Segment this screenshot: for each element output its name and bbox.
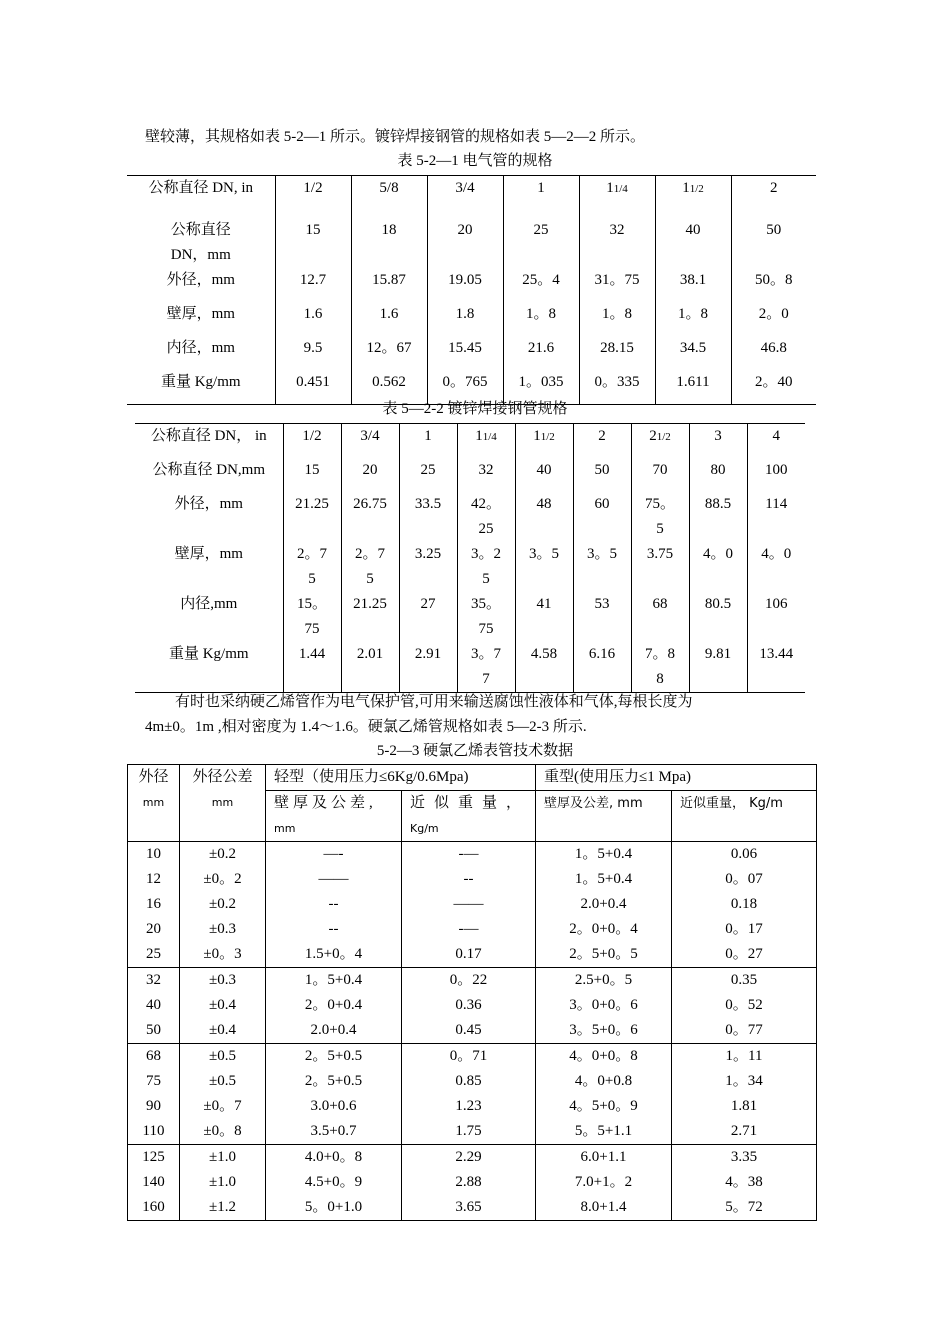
t2-cell: 21.25 [341,592,399,642]
t2-cell: 41 [515,592,573,642]
t3-cell: 2。5+0.5 [266,1044,402,1070]
header-heavy-weight: 近似重量， Kg/m [672,791,817,842]
header-heavy-wall: 壁厚及公差, mm [536,791,672,842]
t3-cell: 2.0+0.4 [266,1018,402,1044]
t2-row [135,458,805,492]
t3-row [128,942,817,968]
t2-cell: 26.75 [341,492,399,542]
t1-row [127,210,816,268]
t3-row [128,1145,817,1171]
header-tolerance: 外径公差 mm [180,765,266,842]
t1-cell: 11/2 [655,176,731,211]
t1-cell: 40 [655,210,731,268]
t3-cell: 2.5+0。5 [536,968,672,994]
t2-cell: 3.75 [631,542,689,592]
t2-cell: 6.16 [573,642,631,693]
t2-cell: 27 [399,592,457,642]
galvanized-pipe-spec-table [135,423,805,693]
t2-row [135,492,805,542]
t2-header-cell: 21/2 [631,424,689,459]
t1-cell: 外径，mm [166,272,235,288]
t3-cell: 3。5+0。6 [536,1018,672,1044]
t2-cell: 3。2 5 [457,542,515,592]
t2-cell: 68 [631,592,689,642]
t2-cell: 48 [515,492,573,542]
t1-cell: 0。765 [427,370,503,405]
t2-header-cell: 公称直径 DN， in [150,428,267,444]
t2-cell: 1.44 [283,642,341,693]
t2-cell: 106 [747,592,805,642]
header-light-weight: 近似重量， Kg/m [402,791,536,842]
t3-cell: 1.23 [402,1094,536,1119]
t3-cell: 4。0+0。8 [536,1044,672,1070]
t2-row [135,642,805,693]
t3-cell: 2.71 [672,1119,817,1145]
t1-cell: 1/2 [275,176,351,211]
t3-cell: 32 [128,968,180,994]
t3-cell: 2.29 [402,1145,536,1171]
t2-cell: 2。7 5 [341,542,399,592]
t3-row [128,1018,817,1044]
pvc-pipe-tech-data-table [127,764,817,1221]
t3-cell: —- [266,842,402,868]
t3-row [128,917,817,942]
t2-cell: 75。 5 [631,492,689,542]
t3-cell: 68 [128,1044,180,1070]
t3-cell: 2。0+0.4 [266,993,402,1018]
t3-cell: ±0。2 [180,867,266,892]
t3-cell: 90 [128,1094,180,1119]
t2-header-cell: 3 [689,424,747,459]
t3-cell: 2.0+0.4 [536,892,672,917]
t2-cell: 4.58 [515,642,573,693]
t3-cell: 0。27 [672,942,817,968]
header-light-type: 轻型（使用压力≤6Kg/0.6Mpa) [266,765,536,791]
header-od: 外径 mm [128,765,180,842]
t1-cell: 壁厚，mm [166,306,235,322]
t1-cell: 0。335 [579,370,655,405]
t1-cell: 25。4 [503,268,579,302]
t3-cell: 0。22 [402,968,536,994]
t3-cell: 1。11 [672,1044,817,1070]
t3-cell: 0。07 [672,867,817,892]
t2-header-cell: 1 [399,424,457,459]
t1-cell: 1.611 [655,370,731,405]
t3-cell: 0.85 [402,1069,536,1094]
t3-cell: 16 [128,892,180,917]
t2-cell: 15 [283,458,341,492]
t1-cell: 公称直径 DN, in [148,180,254,196]
t1-row [127,302,816,336]
t1-cell: 31。75 [579,268,655,302]
t2-cell: 60 [573,492,631,542]
t1-cell: 50 [731,210,816,268]
t1-cell: 1。8 [655,302,731,336]
t1-cell: 12。67 [351,336,427,370]
t2-cell: 35。 75 [457,592,515,642]
t1-cell: 46.8 [731,336,816,370]
t2-cell: 50 [573,458,631,492]
t3-cell: 40 [128,993,180,1018]
t2-header-cell: 2 [573,424,631,459]
t3-cell: ±0。8 [180,1119,266,1145]
t3-cell: ±0。7 [180,1094,266,1119]
t3-cell: 1。5+0.4 [266,968,402,994]
t2-cell: 33.5 [399,492,457,542]
t2-cell: 3。5 [515,542,573,592]
t2-cell: 内径,mm [180,596,238,612]
t3-cell: 1。5+0.4 [536,842,672,868]
t3-cell: 3.35 [672,1145,817,1171]
t1-cell: 25 [503,210,579,268]
t2-cell: 88.5 [689,492,747,542]
t2-cell: 2.91 [399,642,457,693]
t1-cell: 11/4 [579,176,655,211]
t3-cell: —— [402,892,536,917]
table2-caption: 表 5—2-2 镀锌焊接钢管规格 [382,401,568,417]
t1-cell: 28.15 [579,336,655,370]
t2-header-cell: 11/4 [457,424,515,459]
t3-cell: 0.45 [402,1018,536,1044]
t3-cell: ±1.0 [180,1145,266,1171]
t3-cell: 1。34 [672,1069,817,1094]
t3-cell: ±0.5 [180,1044,266,1070]
t1-cell: 15.45 [427,336,503,370]
t3-cell: ±0.4 [180,1018,266,1044]
t1-cell: 15 [275,210,351,268]
t2-cell: 7。8 8 [631,642,689,693]
t3-cell: -- [266,917,402,942]
t2-cell: 重量 Kg/mm [168,646,249,662]
t1-cell: 32 [579,210,655,268]
t2-cell: 20 [341,458,399,492]
t3-row [128,1195,817,1221]
t1-cell: 12.7 [275,268,351,302]
t3-cell: 20 [128,917,180,942]
t1-cell: 38.1 [655,268,731,302]
t3-row [128,1069,817,1094]
t3-cell: 140 [128,1170,180,1195]
t2-cell: 25 [399,458,457,492]
t1-cell: 0.562 [351,370,427,405]
t3-cell: 4。0+0.8 [536,1069,672,1094]
t2-cell: 2.01 [341,642,399,693]
t2-cell: 4。0 [747,542,805,592]
t3-cell: 6.0+1.1 [536,1145,672,1171]
t1-cell: 34.5 [655,336,731,370]
t3-row [128,1119,817,1145]
t2-cell: 13.44 [747,642,805,693]
t3-cell: 3.0+0.6 [266,1094,402,1119]
t2-header-cell: 11/2 [515,424,573,459]
t1-cell: 1.8 [427,302,503,336]
t3-cell: 10 [128,842,180,868]
t2-cell: 外径，mm [174,496,243,512]
t2-cell: 53 [573,592,631,642]
t1-row [127,176,816,211]
t3-cell: -- [402,867,536,892]
t3-row [128,1044,817,1070]
t3-cell: 160 [128,1195,180,1221]
t3-cell: 5。72 [672,1195,817,1221]
t2-cell: 4。0 [689,542,747,592]
t2-row [135,592,805,642]
header-light-wall: 壁厚及公差, mm [266,791,402,842]
t3-cell: 0。71 [402,1044,536,1070]
t2-cell: 42。 25 [457,492,515,542]
t1-row [127,336,816,370]
t3-cell: -— [402,842,536,868]
t3-row [128,867,817,892]
header-heavy-type: 重型(使用压力≤1 Mpa) [536,765,817,791]
t3-row [128,1094,817,1119]
t3-cell: ±0.2 [180,842,266,868]
t1-cell: 5/8 [351,176,427,211]
t1-cell: 50。8 [731,268,816,302]
t3-row [128,1170,817,1195]
t3-cell: 110 [128,1119,180,1145]
table1-caption: 表 5-2—1 电气管的规格 [397,153,553,169]
pvc-paragraph-line1: 有时也采纳硬乙烯管作为电气保护管,可用来输送腐蚀性液体和气体,每根长度为 [175,694,693,710]
intro-paragraph: 壁较薄，其规格如表 5-2—1 所示。镀锌焊接钢管的规格如表 5—2—2 所示。 [145,129,645,145]
t2-cell: 70 [631,458,689,492]
t2-header-cell: 4 [747,424,805,459]
t3-cell: 3.5+0.7 [266,1119,402,1145]
t2-cell: 3.25 [399,542,457,592]
t1-cell: 19.05 [427,268,503,302]
t3-cell: —— [266,867,402,892]
t1-cell: 21.6 [503,336,579,370]
t3-row [128,968,817,994]
t1-cell: 2。40 [731,370,816,405]
t3-cell: 0。77 [672,1018,817,1044]
t3-cell: ±0.4 [180,993,266,1018]
t3-cell: 0.36 [402,993,536,1018]
t1-cell: 1。035 [503,370,579,405]
t3-row [128,842,817,868]
t3-cell: ±0.2 [180,892,266,917]
t3-cell: 4。38 [672,1170,817,1195]
t3-cell: 1.5+0。4 [266,942,402,968]
t2-row [135,542,805,592]
t2-cell: 3。7 7 [457,642,515,693]
t3-cell: 5。0+1.0 [266,1195,402,1221]
t2-cell: 2。7 5 [283,542,341,592]
t1-cell: 9.5 [275,336,351,370]
t1-cell: 18 [351,210,427,268]
t2-cell: 公称直径 DN,mm [152,462,265,478]
t1-cell: 内径，mm [166,340,235,356]
t3-cell: 50 [128,1018,180,1044]
electrical-pipe-spec-table [127,175,816,405]
t1-cell: 0.451 [275,370,351,405]
t3-cell: ±0.3 [180,917,266,942]
t3-cell: 0.06 [672,842,817,868]
t2-cell: 80 [689,458,747,492]
t2-header-cell: 1/2 [283,424,341,459]
t3-cell: 0.35 [672,968,817,994]
t3-cell: 1.81 [672,1094,817,1119]
t3-cell: 3。0+0。6 [536,993,672,1018]
t1-cell: 公称直径 DN，mm [170,222,231,263]
t3-cell: -— [402,917,536,942]
t2-header-row [135,424,805,459]
t2-cell: 9.81 [689,642,747,693]
t2-cell: 32 [457,458,515,492]
t2-cell: 15。 75 [283,592,341,642]
t1-cell: 重量 Kg/mm [160,374,241,390]
t3-cell: 2。5+0.5 [266,1069,402,1094]
t3-cell: 0.17 [402,942,536,968]
t3-cell: 2。5+0。5 [536,942,672,968]
t3-cell: 7.0+1。2 [536,1170,672,1195]
t2-cell: 40 [515,458,573,492]
pvc-paragraph-line2: 4m±0。1m ,相对密度为 1.4～1.6。硬氯乙烯管规格如表 5—2-3 所示. [145,719,587,735]
t3-cell: 1。5+0.4 [536,867,672,892]
t1-row [127,268,816,302]
t3-cell: 4.5+0。9 [266,1170,402,1195]
t1-cell: 15.87 [351,268,427,302]
t3-cell: 25 [128,942,180,968]
t2-cell: 100 [747,458,805,492]
t3-cell: 3.65 [402,1195,536,1221]
t3-cell: 2。0+0。4 [536,917,672,942]
t3-cell: 0。52 [672,993,817,1018]
t3-cell: 0.18 [672,892,817,917]
t1-cell: 1.6 [351,302,427,336]
t3-cell: 12 [128,867,180,892]
t3-cell: -- [266,892,402,917]
t1-cell: 1 [503,176,579,211]
t2-header-cell: 3/4 [341,424,399,459]
t3-cell: 8.0+1.4 [536,1195,672,1221]
t3-cell: ±1.2 [180,1195,266,1221]
t3-cell: 5。5+1.1 [536,1119,672,1145]
t1-cell: 1。8 [579,302,655,336]
t3-cell: ±0.3 [180,968,266,994]
t1-cell: 2 [731,176,816,211]
t3-cell: 4.0+0。8 [266,1145,402,1171]
t1-cell: 20 [427,210,503,268]
t3-cell: 1.75 [402,1119,536,1145]
t3-cell: ±1.0 [180,1170,266,1195]
t3-cell: 75 [128,1069,180,1094]
t1-cell: 1。8 [503,302,579,336]
t2-cell: 114 [747,492,805,542]
t3-cell: 125 [128,1145,180,1171]
t3-cell: 2.88 [402,1170,536,1195]
t2-cell: 3。5 [573,542,631,592]
t2-cell: 21.25 [283,492,341,542]
t2-cell: 80.5 [689,592,747,642]
t3-cell: 4。5+0。9 [536,1094,672,1119]
t3-cell: ±0.5 [180,1069,266,1094]
t3-row [128,892,817,917]
t2-cell: 壁厚，mm [174,546,243,562]
t1-cell: 3/4 [427,176,503,211]
t3-cell: 0。17 [672,917,817,942]
table3-caption: 5-2—3 硬氯乙烯表管技术数据 [376,743,574,759]
t3-cell: ±0。3 [180,942,266,968]
t3-row [128,993,817,1018]
t1-cell: 2。0 [731,302,816,336]
t1-cell: 1.6 [275,302,351,336]
